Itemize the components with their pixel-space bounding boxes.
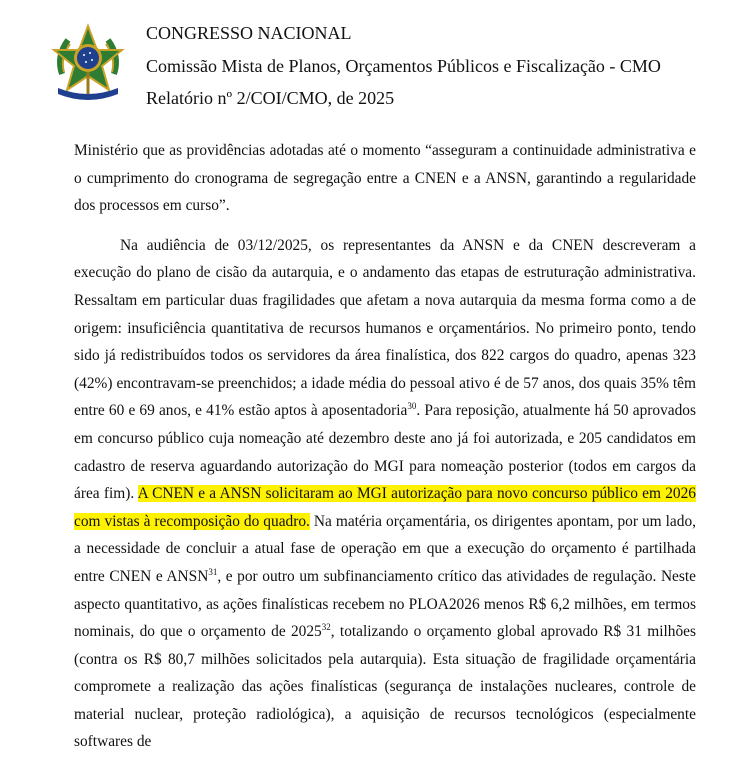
header-report-title: Relatório nº 2/COI/CMO, de 2025 xyxy=(146,88,395,108)
paragraph-1: Ministério que as providências adotadas até o momento “asseguram a continuidade administrativa e o cumprimento do cronograma de segregação entre a CNEN e a ANSN, garantindo a regularidade dos processos em curso”. xyxy=(74,142,696,215)
paragraph-2-text-a: Na audiência de 03/12/2025, os representantes da ANSN e da CNEN descreveram a execução do plano de cisão da autarquia, e o andamento das etapas de estruturação administrativa. Ressaltam em particular duas fragilidades que afetam a nova autarquia da mesma forma como a de origem: insuficiência quantitativa de recursos humanos e orçamentários. No primeiro ponto, tendo sido já redistribuídos todos os servidores da área finalística, dos 822 cargos do quadro, apenas 323 (42%) encontravam-se preenchidos; a idade média do pessoal ativo é de 57 anos, dos quais 35% têm entre 60 e 69 anos, e 41% estão aptos à aposentadoria xyxy=(74,236,696,420)
footnote-ref-30[interactable]: 30 xyxy=(407,401,417,412)
brazil-coat-of-arms-icon xyxy=(48,22,128,102)
highlighted-text: A CNEN e a ANSN solicitaram ao MGI autorização para novo concurso público em 2026 com vistas à recomposição do quadro. xyxy=(74,485,696,530)
paragraph-2-text-b: . Para reposição, atualmente há 50 aprovados em concurso público cuja nomeação até dezembro deste ano já foi autorizada, e 205 candidatos em cadastro de reserva aguardando autorização do MGI para nomeação posterior (todos em cargos da área fim). xyxy=(74,402,696,503)
paragraph-2-text-e: , totalizando o orçamento global aprovado R$ 31 milhões (contra os R$ 80,7 milhões solicitados pela autarquia). Esta situação de fragilidade orçamentária compromete a realização das ações finalísticas (segurança de instalações nucleares, controle de material nuclear, proteção radiológica), a aquisição de recursos tecnológicos (especialmente softwares de xyxy=(74,623,696,751)
paragraph-2-text-d: , e por outro um subfinanciamento crítico das atividades de regulação. Neste aspecto quantitativo, as ações finalísticas recebem no PLOA2026 menos R$ 6,2 milhões, em termos nominais, do que o orçamento de 2025 xyxy=(74,567,696,641)
footnote-ref-31[interactable]: 31 xyxy=(208,566,218,577)
document-header xyxy=(0,0,736,120)
paragraph-2 xyxy=(74,232,696,756)
header-commission: Comissão Mista de Planos, Orçamentos Públicos e Fiscalização - CMO xyxy=(146,56,661,76)
header-institution: CONGRESSO NACIONAL xyxy=(146,23,352,43)
document-body xyxy=(74,137,696,756)
footnote-ref-32[interactable]: 32 xyxy=(321,622,331,633)
paragraph-2-text-c: Na matéria orçamentária, os dirigentes apontam, por um lado, a necessidade de concluir a atual fase de operação em que a execução do orçamento é partilhada entre CNEN e ANSN xyxy=(74,512,696,585)
